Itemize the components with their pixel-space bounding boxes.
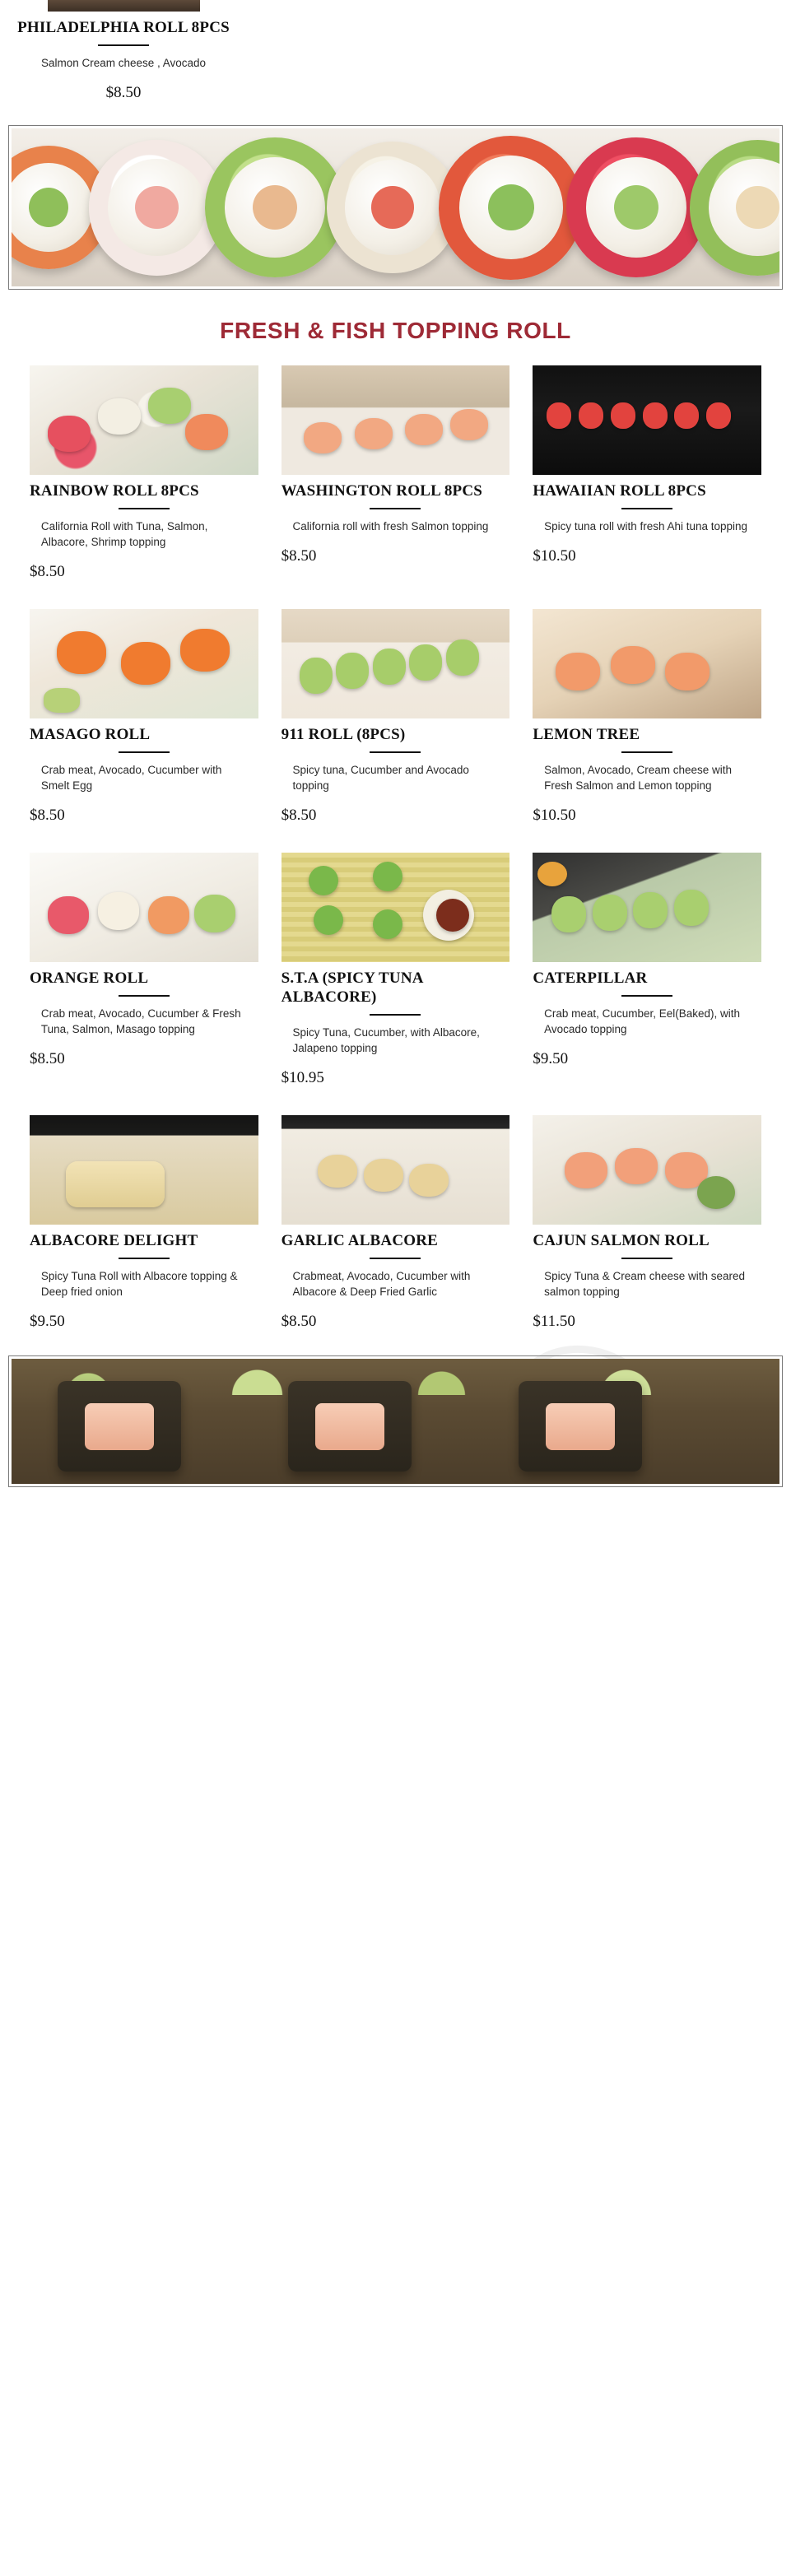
menu-grid <box>0 365 791 1331</box>
menu-item-description: California roll with fresh Salmon topping <box>292 520 489 532</box>
menu-item-masago <box>18 609 270 825</box>
sushi-piece <box>205 137 345 277</box>
menu-item-sta <box>270 853 522 1087</box>
salmon-roll-piece <box>519 1381 642 1472</box>
menu-item-title: ALBACORE DELIGHT <box>30 1232 198 1249</box>
menu-item-911 <box>270 609 522 825</box>
menu-item-price: $8.50 <box>30 1050 65 1067</box>
title-divider <box>370 1014 421 1016</box>
title-divider <box>370 1258 421 1259</box>
title-divider <box>98 44 149 46</box>
menu-item-garlic-albacore <box>270 1115 522 1331</box>
bottom-banner-image <box>12 1359 779 1484</box>
section-heading: FRESH & FISH TOPPING ROLL <box>220 318 571 343</box>
menu-item-hawaiian <box>521 365 773 581</box>
menu-item-description: California Roll with Tuna, Salmon, Albacore, Shrimp topping <box>40 520 208 548</box>
menu-item-price: $9.50 <box>533 1050 569 1067</box>
menu-item-title: CATERPILLAR <box>533 969 648 987</box>
rainbow-roll-photo <box>30 365 258 475</box>
menu-item-description: Spicy Tuna, Cucumber, with Albacore, Jalapeno topping <box>292 1026 480 1054</box>
menu-item-description: Spicy Tuna & Cream cheese with seared salmon topping <box>544 1270 746 1298</box>
title-divider <box>119 1258 170 1259</box>
bottom-banner <box>8 1355 783 1487</box>
title-divider <box>621 751 672 753</box>
title-divider <box>621 508 672 509</box>
top-partial-section <box>0 0 791 102</box>
title-divider <box>621 995 672 997</box>
title-divider <box>370 751 421 753</box>
salmon-roll-piece <box>58 1381 181 1472</box>
menu-item-title: ORANGE ROLL <box>30 969 149 987</box>
menu-item-description: Salmon Cream cheese , Avocado <box>40 57 207 69</box>
albacore-delight-photo <box>30 1115 258 1225</box>
title-divider <box>119 751 170 753</box>
menu-item-price: $8.50 <box>30 563 65 580</box>
title-divider <box>119 995 170 997</box>
garlic-albacore-photo <box>282 1115 510 1225</box>
menu-item-albacore-delight <box>18 1115 270 1331</box>
menu-item-price: $11.50 <box>533 1313 575 1330</box>
menu-item-washington <box>270 365 522 581</box>
911-roll-photo <box>282 609 510 718</box>
menu-item-philadelphia <box>0 0 247 102</box>
menu-item-description: Spicy tuna, Cucumber and Avocado topping <box>292 764 469 792</box>
menu-item-title: LEMON TREE <box>533 726 640 743</box>
menu-item-description: Crab meat, Avocado, Cucumber & Fresh Tuna, Salmon, Masago topping <box>40 1007 241 1035</box>
menu-item-title: CAJUN SALMON ROLL <box>533 1232 710 1249</box>
menu-item-description: Spicy Tuna Roll with Albacore topping & Deep fried onion <box>40 1270 238 1298</box>
menu-item-title: PHILADELPHIA ROLL 8PCS <box>17 19 230 36</box>
masago-roll-photo <box>30 609 258 718</box>
menu-item-orange <box>18 853 270 1087</box>
sushi-piece <box>439 136 583 280</box>
menu-item-description: Spicy tuna roll with fresh Ahi tuna topping <box>544 520 748 532</box>
menu-item-title: RAINBOW ROLL 8PCS <box>30 482 199 500</box>
menu-item-lemon-tree <box>521 609 773 825</box>
menu-item-price: $8.50 <box>105 84 142 101</box>
menu-item-description: Salmon, Avocado, Cream cheese with Fresh Salmon and Lemon topping <box>544 764 733 792</box>
cajun-salmon-photo <box>533 1115 761 1225</box>
sushi-piece <box>690 140 779 276</box>
philadelphia-roll-photo <box>48 0 200 12</box>
menu-item-rainbow <box>18 365 270 581</box>
title-divider <box>621 1258 672 1259</box>
sta-roll-photo <box>282 853 510 962</box>
menu-item-title: GARLIC ALBACORE <box>281 1232 439 1249</box>
menu-item-title: 911 ROLL (8PCS) <box>281 726 406 743</box>
hawaiian-roll-photo <box>533 365 761 475</box>
menu-item-description: Crab meat, Cucumber, Eel(Baked), with Avocado topping <box>544 1007 741 1035</box>
menu-item-price: $8.50 <box>281 547 317 565</box>
menu-item-title: HAWAIIAN ROLL 8PCS <box>533 482 706 500</box>
menu-item-price: $8.50 <box>281 1313 317 1330</box>
sushi-piece <box>566 137 706 277</box>
menu-item-price: $10.95 <box>281 1069 324 1086</box>
menu-item-price: $10.50 <box>533 547 576 565</box>
menu-item-title: WASHINGTON ROLL 8PCS <box>281 482 483 500</box>
menu-item-caterpillar <box>521 853 773 1087</box>
top-banner <box>8 125 783 290</box>
caterpillar-roll-photo <box>533 853 761 962</box>
menu-item-price: $10.50 <box>533 807 576 824</box>
title-divider <box>119 508 170 509</box>
menu-item-title: S.T.A (SPICY TUNA ALBACORE) <box>281 969 423 1006</box>
menu-item-price: $9.50 <box>30 1313 65 1330</box>
menu-item-title: MASAGO ROLL <box>30 726 151 743</box>
washington-roll-photo <box>282 365 510 475</box>
title-divider <box>370 508 421 509</box>
lemon-tree-roll-photo <box>533 609 761 718</box>
menu-item-description: Crabmeat, Avocado, Cucumber with Albacore & Deep Fried Garlic <box>292 1270 471 1298</box>
menu-item-description: Crab meat, Avocado, Cucumber with Smelt Egg <box>40 764 222 792</box>
menu-item-price: $8.50 <box>281 807 317 824</box>
menu-item-cajun-salmon <box>521 1115 773 1331</box>
salmon-roll-piece <box>288 1381 412 1472</box>
orange-roll-photo <box>30 853 258 962</box>
sushi-illustration <box>12 128 779 286</box>
top-banner-image <box>12 128 779 286</box>
menu-item-price: $8.50 <box>30 807 65 824</box>
